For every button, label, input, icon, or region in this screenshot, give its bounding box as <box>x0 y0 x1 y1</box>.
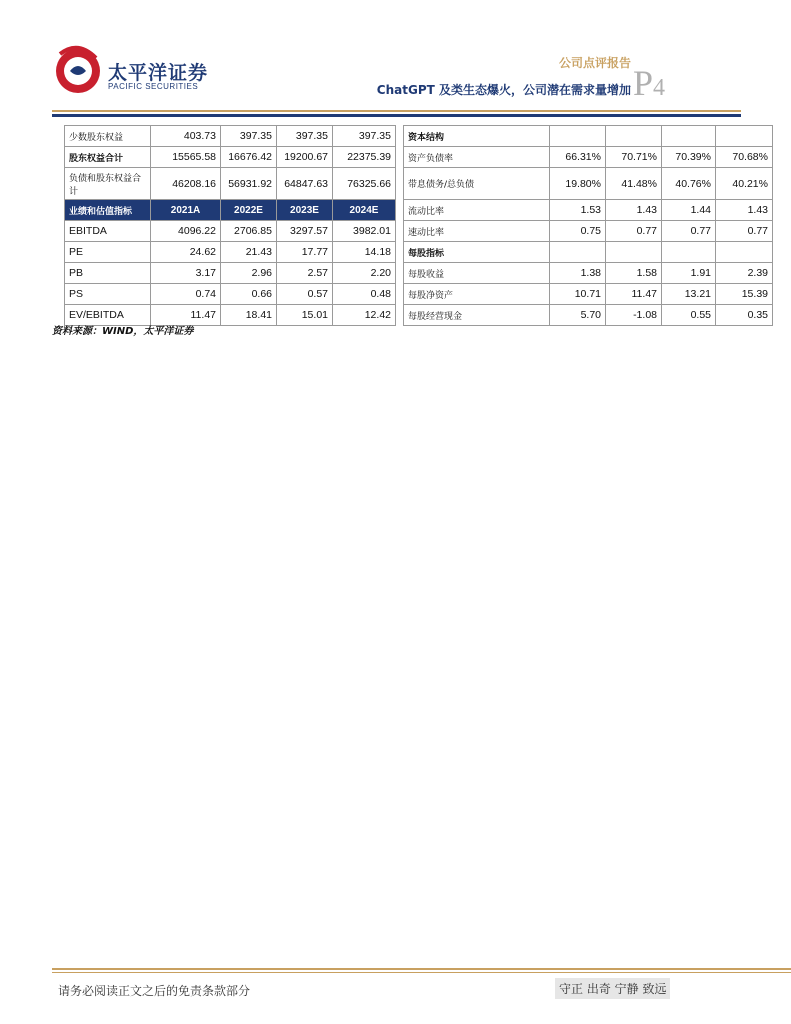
page-number: P4 <box>633 63 666 103</box>
year-header: 2021A <box>151 200 221 221</box>
table-cell: 12.42 <box>333 305 396 326</box>
table-cell: 16676.42 <box>221 147 277 168</box>
table-cell: 56931.92 <box>221 168 277 200</box>
header-label: 业绩和估值指标 <box>65 200 151 221</box>
table-cell: 2706.85 <box>221 221 277 242</box>
table-cell <box>606 126 662 147</box>
row-label: 流动比率 <box>404 200 550 221</box>
table-cell: 11.47 <box>606 284 662 305</box>
footer-divider <box>52 968 791 970</box>
table-cell: 2.39 <box>716 263 773 284</box>
table-cell <box>550 242 606 263</box>
table-cell: 70.68% <box>716 147 773 168</box>
valuation-table <box>64 125 396 326</box>
table-cell: 15.39 <box>716 284 773 305</box>
table-row <box>404 242 773 263</box>
table-cell: 10.71 <box>550 284 606 305</box>
row-label: PB <box>65 263 151 284</box>
table-cell <box>662 126 716 147</box>
table-cell: 11.47 <box>151 305 221 326</box>
report-title: ChatGPT 及类生态爆火，公司潜在需求量增加 <box>376 83 631 97</box>
table-cell: 18.41 <box>221 305 277 326</box>
row-label: 每股净资产 <box>404 284 550 305</box>
table-row <box>65 263 396 284</box>
table-cell: 397.35 <box>333 126 396 147</box>
table-cell: 3982.01 <box>333 221 396 242</box>
logo-chinese-name: 太平洋证券 <box>108 62 209 84</box>
table-cell: 24.62 <box>151 242 221 263</box>
financial-ratios-table <box>403 125 773 326</box>
row-label: 负债和股东权益合计 <box>65 168 151 200</box>
table-cell: 1.44 <box>662 200 716 221</box>
table-row <box>404 168 773 200</box>
year-header: 2022E <box>221 200 277 221</box>
table-row <box>65 221 396 242</box>
table-cell: 19.80% <box>550 168 606 200</box>
table-cell: -1.08 <box>606 305 662 326</box>
table-cell: 17.77 <box>277 242 333 263</box>
table-row <box>404 305 773 326</box>
table-cell: 2.96 <box>221 263 277 284</box>
footer-disclaimer: 请务必阅读正文之后的免责条款部分 <box>58 984 251 998</box>
table-cell: 3297.57 <box>277 221 333 242</box>
table-cell: 64847.63 <box>277 168 333 200</box>
row-label: 资本结构 <box>404 126 550 147</box>
table-cell: 397.35 <box>277 126 333 147</box>
table-cell: 13.21 <box>662 284 716 305</box>
table-cell: 14.18 <box>333 242 396 263</box>
table-cell: 22375.39 <box>333 147 396 168</box>
table-row <box>65 147 396 168</box>
table-cell: 3.17 <box>151 263 221 284</box>
row-label: PS <box>65 284 151 305</box>
table-cell: 1.91 <box>662 263 716 284</box>
table-row <box>404 263 773 284</box>
table-cell: 19200.67 <box>277 147 333 168</box>
header-divider-gold <box>52 110 741 112</box>
logo-english-name: PACIFIC SECURITIES <box>108 82 199 91</box>
row-label: EV/EBITDA <box>65 305 151 326</box>
header-divider-navy <box>52 114 741 117</box>
row-label: 每股收益 <box>404 263 550 284</box>
row-label: 每股指标 <box>404 242 550 263</box>
table-cell: 0.77 <box>606 221 662 242</box>
table-row <box>65 242 396 263</box>
table-cell <box>716 242 773 263</box>
table-row <box>65 284 396 305</box>
table-cell: 0.48 <box>333 284 396 305</box>
table-row <box>404 147 773 168</box>
footer-divider-thin <box>52 972 791 973</box>
table-cell: 41.48% <box>606 168 662 200</box>
table-cell: 76325.66 <box>333 168 396 200</box>
table-cell: 1.38 <box>550 263 606 284</box>
row-label: PE <box>65 242 151 263</box>
table-cell: 21.43 <box>221 242 277 263</box>
table-cell: 1.43 <box>606 200 662 221</box>
table-row <box>65 168 396 200</box>
row-label: 每股经营现金 <box>404 305 550 326</box>
table-cell <box>662 242 716 263</box>
table-cell: 2.57 <box>277 263 333 284</box>
table-row <box>404 200 773 221</box>
row-label: 股东权益合计 <box>65 147 151 168</box>
table-cell: 4096.22 <box>151 221 221 242</box>
data-source-note: 资料来源：WIND，太平洋证券 <box>52 326 194 337</box>
table-cell: 5.70 <box>550 305 606 326</box>
table-cell: 0.57 <box>277 284 333 305</box>
table-row <box>404 126 773 147</box>
table-cell: 397.35 <box>221 126 277 147</box>
report-type: 公司点评报告 <box>558 56 631 70</box>
row-label: 少数股东权益 <box>65 126 151 147</box>
table-cell: 0.66 <box>221 284 277 305</box>
table-cell: 0.77 <box>716 221 773 242</box>
year-header: 2024E <box>333 200 396 221</box>
table-cell: 40.76% <box>662 168 716 200</box>
table-cell: 0.77 <box>662 221 716 242</box>
table-cell: 70.39% <box>662 147 716 168</box>
table-row <box>404 221 773 242</box>
table-cell: 15.01 <box>277 305 333 326</box>
table-cell: 1.53 <box>550 200 606 221</box>
row-label: 带息债务/总负债 <box>404 168 550 200</box>
row-label: 资产负债率 <box>404 147 550 168</box>
table-cell: 15565.58 <box>151 147 221 168</box>
table-cell: 403.73 <box>151 126 221 147</box>
year-header: 2023E <box>277 200 333 221</box>
table-cell <box>606 242 662 263</box>
row-label: EBITDA <box>65 221 151 242</box>
table-cell <box>550 126 606 147</box>
company-logo <box>52 44 232 100</box>
table-cell: 0.75 <box>550 221 606 242</box>
row-label: 速动比率 <box>404 221 550 242</box>
table-cell <box>716 126 773 147</box>
table-cell: 70.71% <box>606 147 662 168</box>
table-cell: 0.55 <box>662 305 716 326</box>
table-header-row <box>65 200 396 221</box>
table-row <box>65 126 396 147</box>
table-cell: 40.21% <box>716 168 773 200</box>
table-cell: 66.31% <box>550 147 606 168</box>
footer-motto: 守正 出奇 宁静 致远 <box>555 978 670 999</box>
table-cell: 46208.16 <box>151 168 221 200</box>
pacific-securities-logo-icon <box>52 44 104 96</box>
table-cell: 1.58 <box>606 263 662 284</box>
table-cell: 2.20 <box>333 263 396 284</box>
table-cell: 0.74 <box>151 284 221 305</box>
table-cell: 1.43 <box>716 200 773 221</box>
table-cell: 0.35 <box>716 305 773 326</box>
table-row <box>404 284 773 305</box>
